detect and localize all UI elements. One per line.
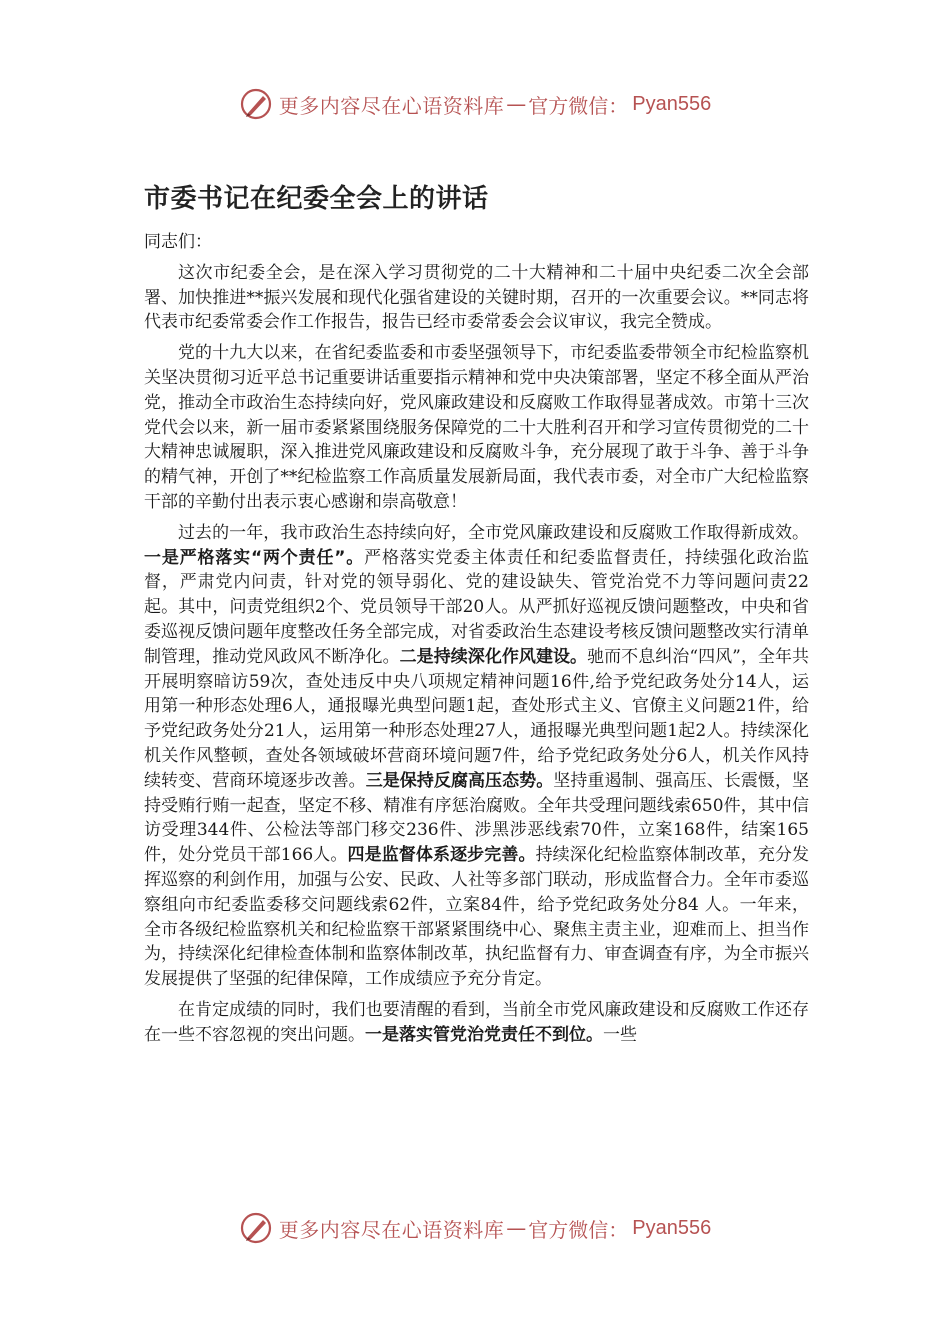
- p3-intro: 过去的一年，我市政治生态持续向好，全市党风廉政建设和反腐败工作取得新成效。: [178, 522, 809, 543]
- document-title: 市委书记在纪委全会上的讲话: [144, 184, 489, 214]
- p3-heading-2: 二是持续深化作风建设。: [399, 646, 588, 667]
- footer-separator: —: [506, 1216, 527, 1240]
- banner-separator: —: [506, 92, 527, 116]
- banner-wechat-id: Pyan556: [632, 92, 712, 115]
- banner-slogan: 更多内容尽在心语资料库: [278, 93, 505, 118]
- p4-intro: 在肯定成绩的同时，我们也要清醒的看到，当前全市党风廉政建设和反腐败工作还存在一些不容忽视的突出问题。: [144, 999, 809, 1045]
- banner-wechat-label: 官方微信：: [528, 93, 629, 118]
- footer-banner: [0, 1206, 950, 1250]
- p3-text-3: 坚持重遏制、强高压、长震慑，坚持受贿行贿一起查，坚定不移、精准有序惩治腐败。全年共受理问题线索650件，其中信访受理344件、公检法等部门移交236件、涉黑涉恶线索70件，立案168件，结案165件，处分党员干部166人。: [144, 770, 810, 866]
- footer-wechat-label: 官方微信：: [528, 1217, 629, 1242]
- p4-heading-1: 一是落实管党治党责任不到位。: [365, 1024, 603, 1045]
- paragraph-3: [144, 521, 809, 992]
- paragraph-2: 党的十九大以来，在省纪委监委和市委坚强领导下，市纪委监委带领全市纪检监察机关坚决贯彻习近平总书记重要讲话重要指示精神和党中央决策部署，坚定不移全面从严治党，推动全市政治生态持续向好，党风廉政建设和反腐败工作取得显著成效。市第十三次党代会以来，新一届市委紧紧围绕服务保障党的二十大胜利召开和学习宣传贯彻党的二十大精神忠诚履职，深入推进党风廉政建设和反腐败斗争，充分展现了敢于斗争、善于斗争的精气神，开创了**纪检监察工作高质量发展新局面，我代表市委，对全市广大纪检监察干部的辛勤付出表示衷心感谢和崇高敬意！: [144, 343, 809, 512]
- paragraph-4: [144, 998, 809, 1048]
- header-banner: [0, 82, 950, 126]
- pen-logo-icon: [239, 1211, 273, 1245]
- footer-wechat-id: Pyan556: [632, 1216, 712, 1239]
- p3-text-4: 持续深化纪检监察体制改革，充分发挥巡察的利剑作用，加强与公安、民政、人社等多部门联动，形成监督合力。全年市委巡察组向市纪委监委移交问题线索62件，立案84件，给予党纪政务处分84 人。一年来，全市各级纪检监察机关和纪检监察干部紧紧围绕中心、聚焦主责主业，迎难而上、担当作为，持续深化纪律检查体制和监察体制改革，执纪监督有力、审查调查有序，为全市振兴发展提供了坚强的纪律保障，工作成绩应予充分肯定。: [144, 845, 810, 990]
- pen-logo-icon: [239, 87, 273, 121]
- p4-text-1: 一些: [603, 1024, 637, 1045]
- footer-slogan: 更多内容尽在心语资料库: [278, 1217, 505, 1242]
- salutation: 同志们：: [144, 232, 212, 252]
- document-body: [144, 230, 809, 1054]
- p3-heading-4: 四是监督体系逐步完善。: [347, 845, 536, 866]
- p3-text-2: 驰而不息纠治“四风”，全年共开展明察暗访59次，查处违反中央八项规定精神问题16件,给予党纪政务处分14人，运用第一种形态处理6人，通报曝光典型问题1起，查处形式主义、官僚主义问题21件，给予党纪政务处分21人，运用第一种形态处理27人，通报曝光典型问题1起2人。持续深化机关作风整顿，查处各领域破坏营商环境问题7件，给予党纪政务处分6人，机关作风持续转变、营商环境逐步改善。: [144, 646, 810, 791]
- p3-heading-1: 一是严格落实“两个责任”。: [144, 547, 365, 568]
- p3-heading-3: 三是保持反腐高压态势。: [365, 770, 554, 791]
- paragraph-1: 这次市纪委全会，是在深入学习贯彻党的二十大精神和二十届中央纪委二次全会部署、加快推进**振兴发展和现代化强省建设的关键时期，召开的一次重要会议。**同志将代表市纪委常委会作工作报告，报告已经市委常委会会议审议，我完全赞成。: [144, 262, 809, 333]
- p3-text-1: 严格落实党委主体责任和纪委监督责任，持续强化政治监督，严肃党内问责，针对党的领导弱化、党的建设缺失、管党治党不力等问题问责22起。其中，问责党组织2个、党员领导干部20人。从严抓好巡视反馈问题整改，中央和省委巡视反馈问题年度整改任务全部完成，对省委政治生态建设考核反馈问题整改实行清单制管理，推动党风政风不断净化。: [144, 547, 809, 667]
